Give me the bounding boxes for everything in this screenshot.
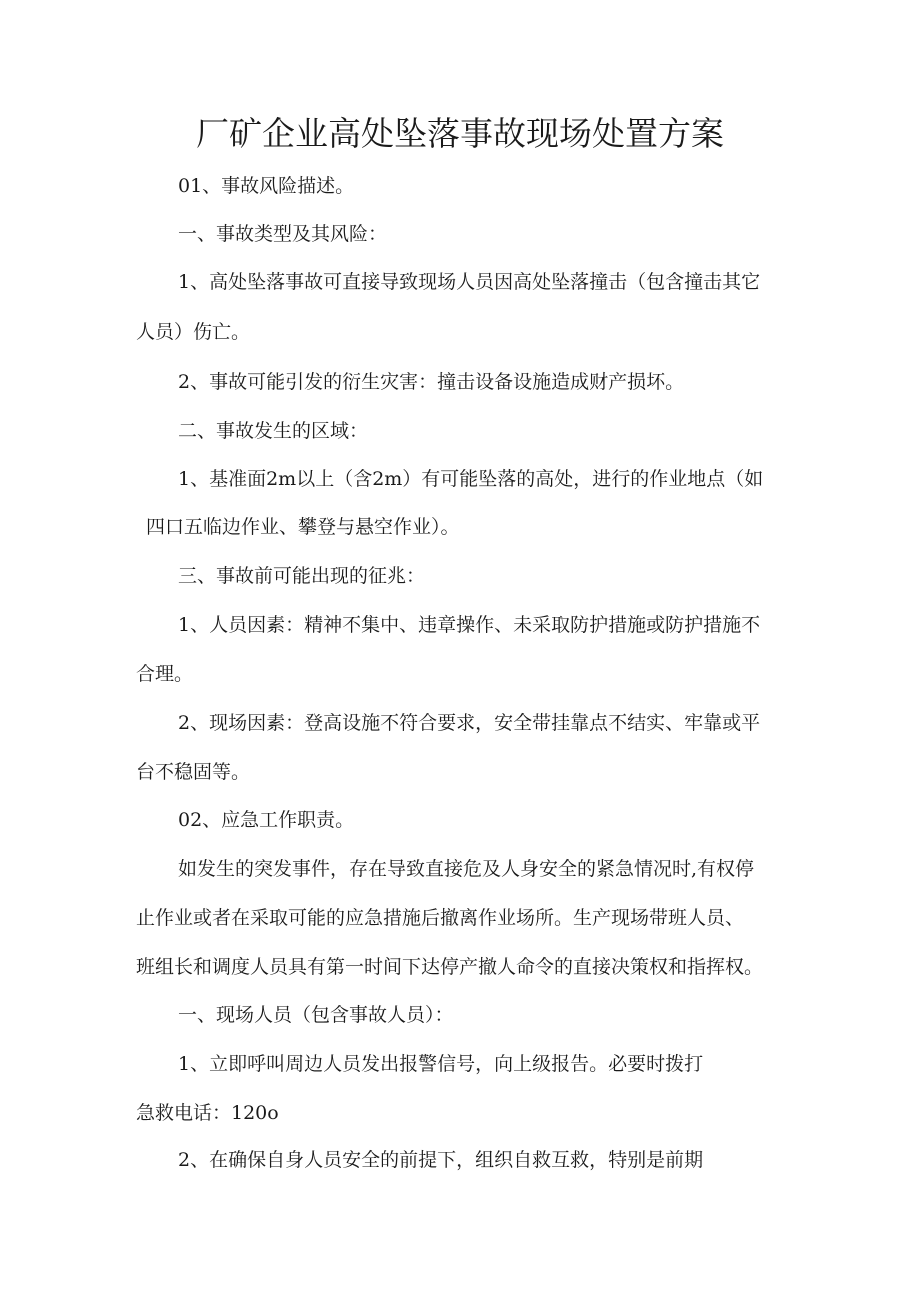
paragraph-line: 1、高处坠落事故可直接导致现场人员因高处坠落撞击（包含撞击其它 bbox=[178, 271, 761, 293]
paragraph-line: 1、基准面2m以上（含2m）有可能坠落的高处，进行的作业地点（如 bbox=[178, 468, 764, 490]
paragraph-line: 合理。 bbox=[136, 663, 194, 685]
paragraph-line: 台不稳固等。 bbox=[136, 761, 251, 783]
paragraph-line: 四口五临边作业、攀登与悬空作业）。 bbox=[146, 516, 460, 538]
paragraph-line: 急救电话：120o bbox=[136, 1102, 279, 1124]
paragraph-line: 2、现场因素：登高设施不符合要求，安全带挂靠点不结实、牢靠或平 bbox=[178, 712, 761, 734]
paragraph-line: 2、在确保自身人员安全的前提下，组织自救互救，特别是前期 bbox=[178, 1149, 704, 1171]
section-heading: 01、事故风险描述。 bbox=[178, 175, 355, 197]
paragraph-line: 如发生的突发事件，存在导致直接危及人身安全的紧急情况时,有权停 bbox=[178, 858, 755, 880]
paragraph-line: 2、事故可能引发的衍生灾害：撞击设备设施造成财产损坏。 bbox=[178, 371, 685, 393]
section-heading: 02、应急工作职责。 bbox=[178, 809, 355, 831]
subsection-heading: 一、现场人员（包含事故人员）： bbox=[178, 1004, 454, 1026]
paragraph-line: 班组长和调度人员具有第一时间下达停产撤人命令的直接决策权和指挥权。 bbox=[136, 956, 764, 978]
paragraph-line: 人员）伤亡。 bbox=[136, 321, 251, 343]
paragraph-line: 止作业或者在采取可能的应急措施后撤离作业场所。生产现场带班人员、 bbox=[136, 907, 745, 929]
subsection-heading: 三、事故前可能出现的征兆： bbox=[178, 565, 426, 587]
paragraph-line: 1、立即呼叫周边人员发出报警信号，向上级报告。必要时拨打 bbox=[178, 1053, 704, 1075]
subsection-heading: 二、事故发生的区域： bbox=[178, 420, 369, 442]
paragraph-line: 1、人员因素：精神不集中、违章操作、未采取防护措施或防护措施不 bbox=[178, 614, 761, 636]
subsection-heading: 一、事故类型及其风险： bbox=[178, 223, 388, 245]
document-title: 厂矿企业高处坠落事故现场处置方案 bbox=[196, 114, 724, 153]
